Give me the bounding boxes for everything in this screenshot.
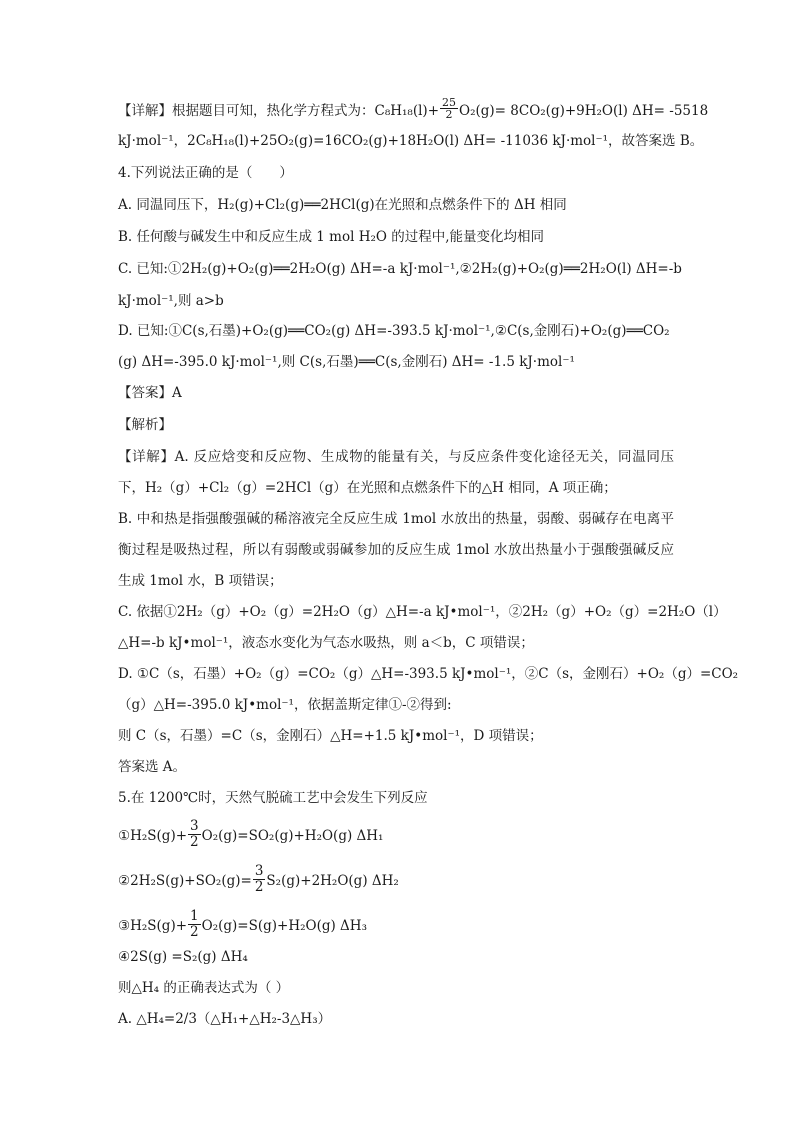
option-c: C. 已知:①2H₂(g)+O₂(g)══2H₂O(g) ΔH=-a kJ·mol⁻¹,②2H₂(g)+O₂(g)══2H₂O(l) ΔH=-b <box>118 261 682 277</box>
detail-1-tail: O₂(g)= 8CO₂(g)+9H₂O(l) ΔH= -5518 <box>459 103 709 119</box>
analysis-b-3: 生成 1mol 水，B 项错误； <box>118 573 283 589</box>
analysis-b-2: 衡过程是吸热过程，所以有弱酸或弱碱参加的反应生成 1mol 水放出热量小于强酸强碱反应 <box>118 542 674 558</box>
final-answer: 答案选 A。 <box>118 759 187 775</box>
option-b: B. 任何酸与碱发生中和反应生成 1 mol H₂O 的过程中,能量变化均相同 <box>118 229 545 245</box>
fraction: $\frac{3}{2}$ <box>190 818 199 850</box>
fraction: $\frac{3}{2}$ <box>254 863 264 895</box>
question-5-option-a: A. △H₄=2/3（△H₁+△H₂-3△H₃） <box>118 1011 332 1027</box>
line-detail-2: kJ·mol⁻¹，2C₈H₁₈(l)+25O₂(g)=16CO₂(g)+18H₂O(l) ΔH= -11036 kJ·mol⁻¹，故答案选 B。 <box>118 133 704 149</box>
line-detail-1 <box>118 96 709 123</box>
question-5-ask: 则△H₄ 的正确表达式为（ ） <box>118 980 290 996</box>
equation-1: ①H₂S(g)+ $\frac{3}{2}$ O₂(g)=SO₂(g)+H₂O(g) ΔH₁ <box>118 818 384 850</box>
fraction: $\frac{25}{2}$ <box>442 96 457 121</box>
option-d: D. 已知:①C(s,石墨)+O₂(g)══CO₂(g) ΔH=-393.5 kJ·mol⁻¹,②C(s,金刚石)+O₂(g)══CO₂ <box>118 323 670 339</box>
detail-1-text: 【详解】根据题目可知，热化学方程式为：C₈H₁₈(l)+ <box>118 103 440 119</box>
equation-3: ③H₂S(g)+ $\frac{1}{2}$ O₂(g)=S(g)+H₂O(g) ΔH₃ <box>118 908 367 940</box>
equation-4: ④2S(g) =S₂(g) ΔH₄ <box>118 949 248 965</box>
analysis-d-1: D. ①C（s，石墨）+O₂（g）=CO₂（g）△H=-393.5 kJ•mol⁻¹，②C（s，金刚石）+O₂（g）=CO₂ <box>118 666 739 682</box>
analysis-label: 【解析】 <box>118 417 172 433</box>
option-c-cont: kJ·mol⁻¹,则 a>b <box>118 293 224 309</box>
analysis-c-1: C. 依据①2H₂（g）+O₂（g）=2H₂O（g）△H=-a kJ•mol⁻¹，②2H₂（g）+O₂（g）=2H₂O（l） <box>118 604 727 620</box>
analysis-a-1: 【详解】A. 反应焓变和反应物、生成物的能量有关，与反应条件变化途径无关，同温同压 <box>118 449 674 465</box>
answer-label: 【答案】A <box>118 385 182 401</box>
analysis-a-2: 下，H₂（g）+Cl₂（g）=2HCl（g）在光照和点燃条件下的△H 相同，A 项正确； <box>118 480 617 496</box>
option-a: A. 同温同压下，H₂(g)+Cl₂(g)══2HCl(g)在光照和点燃条件下的 ΔH 相同 <box>118 197 567 213</box>
analysis-d-2: （g）△H=-395.0 kJ•mol⁻¹，依据盖斯定律①-②得到: <box>118 697 452 713</box>
question-4-stem: 4.下列说法正确的是（ ） <box>118 165 293 181</box>
analysis-c-2: △H=-b kJ•mol⁻¹，液态水变化为气态水吸热，则 a＜b，C 项错误； <box>118 635 534 651</box>
fraction: $\frac{1}{2}$ <box>190 908 199 940</box>
analysis-b-1: B. 中和热是指强酸强碱的稀溶液完全反应生成 1mol 水放出的热量，弱酸、弱碱存在电离平 <box>118 511 674 527</box>
analysis-d-3: 则 C（s，石墨）=C（s，金刚石）△H=+1.5 kJ•mol⁻¹，D 项错误； <box>118 728 543 744</box>
option-d-cont: (g) ΔH=-395.0 kJ·mol⁻¹,则 C(s,石墨)══C(s,金刚石) ΔH= -1.5 kJ·mol⁻¹ <box>118 354 575 370</box>
question-5-stem: 5.在 1200℃时，天然气脱硫工艺中会发生下列反应 <box>118 790 428 806</box>
equation-2: ②2H₂S(g)+SO₂(g)= $\frac{3}{2}$ S₂(g)+2H₂O(g) ΔH₂ <box>118 863 399 895</box>
